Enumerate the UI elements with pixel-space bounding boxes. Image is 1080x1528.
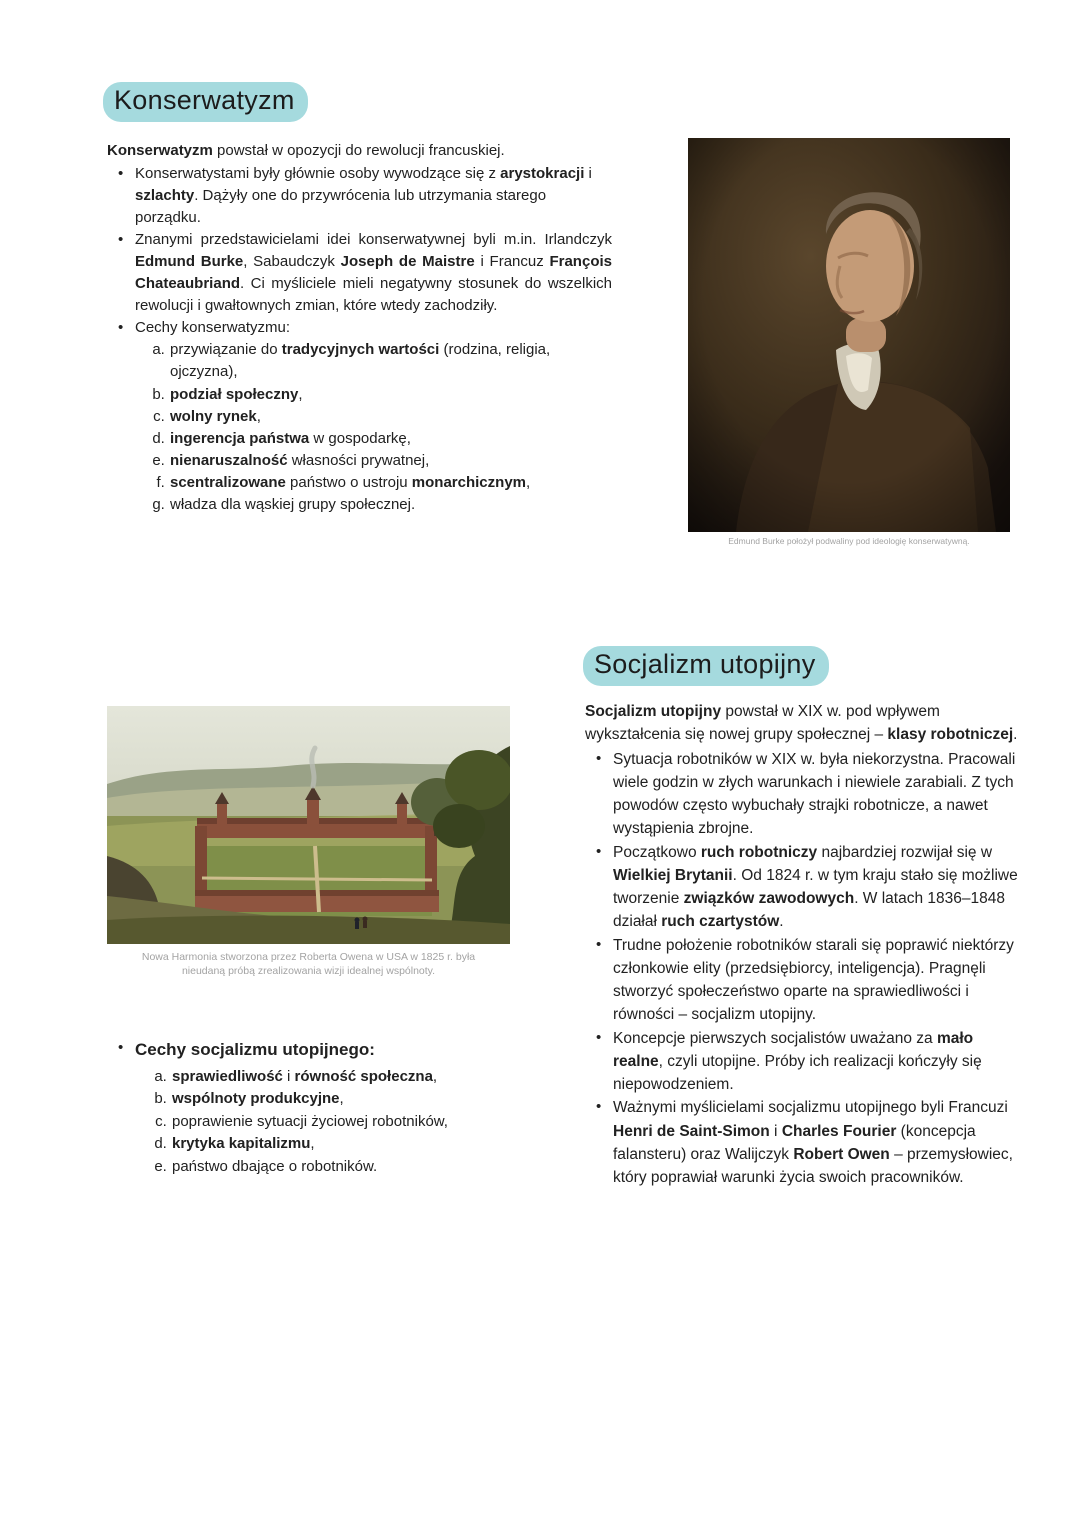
heading-highlight-konserwatyzm: Konserwatyzm bbox=[103, 82, 308, 122]
bullet-text: Cechy socjalizmu utopijnego: bbox=[135, 1040, 375, 1059]
sublist-item: g. władza dla wąskiej grupy społecznej. bbox=[169, 494, 612, 516]
socjalizm-intro: Socjalizm utopijny powstał w XIX w. pod wpływem wykształcenia się nowej grupy społecznej – klasy robotniczej. bbox=[585, 703, 1018, 744]
section-konserwatyzm-heading bbox=[103, 82, 308, 122]
edmund-burke-portrait-image bbox=[688, 138, 1010, 532]
bullet-text: Koncepcje pierwszych socjalistów uważano za mało realne, czyli utopijne. Próby ich realizacji kończyły się niepowodzeniem. bbox=[613, 1029, 982, 1093]
bullet-item bbox=[107, 163, 612, 229]
bullet-item bbox=[585, 841, 1022, 934]
bullet-text: Trudne położenie robotników starali się poprawić niektórzy członkowie elity (przedsiębiorcy, inteligencja). Pragnęli stworzyć społeczeństwo oparte na sprawiedliwości i równości – socjalizm utopijny. bbox=[613, 936, 1014, 1024]
lettered-sublist bbox=[169, 339, 612, 515]
new-harmony-caption: Nowa Harmonia stworzona przez Roberta Owena w USA w 1825 r. była nieudaną próbą zrealizowania wizji idealnej wspólnoty. bbox=[141, 951, 476, 978]
cechy-list bbox=[107, 1037, 577, 1178]
edmund-burke-caption: Edmund Burke położył podwaliny pod ideologię konserwatywną. bbox=[728, 536, 970, 546]
konserwatyzm-bullets bbox=[107, 163, 612, 516]
sublist-item: d. krytyka kapitalizmu, bbox=[171, 1133, 577, 1156]
bullet-item bbox=[585, 748, 1022, 841]
cechy-socjalizmu-block bbox=[107, 1036, 577, 1178]
sublist-item: d. ingerencja państwa w gospodarkę, bbox=[169, 428, 612, 450]
sublist-item: f. scentralizowane państwo o ustroju monarchicznym, bbox=[169, 472, 612, 494]
sublist-item: a. przywiązanie do tradycyjnych wartości (rodzina, religia, ojczyzna), bbox=[169, 339, 612, 383]
section-socjalizm-heading bbox=[583, 646, 829, 686]
sublist-item: e. nienaruszalność własności prywatnej, bbox=[169, 450, 612, 472]
socjalizm-bullets bbox=[585, 748, 1022, 1190]
bullet-item bbox=[107, 317, 612, 515]
bullet-text: Konserwatystami były głównie osoby wywodzące się z arystokracji i szlachty. Dążyły one do przywrócenia lub utrzymania starego porządku. bbox=[135, 165, 592, 227]
bullet-text: Cechy konserwatyzmu: bbox=[135, 319, 291, 337]
sublist-item: a. sprawiedliwość i równość społeczna, bbox=[171, 1066, 577, 1089]
edmund-burke-figure bbox=[688, 138, 1010, 547]
bullet-item bbox=[107, 1037, 577, 1178]
new-harmony-figure bbox=[107, 706, 510, 978]
sublist-item: b. wspólnoty produkcyjne, bbox=[171, 1088, 577, 1111]
konserwatyzm-text-column bbox=[107, 140, 612, 516]
bullet-text: Początkowo ruch robotniczy najbardziej rozwijał się w Wielkiej Brytanii. Od 1824 r. w tym kraju stało się możliwe tworzenie związków zawodowych. W latach 1836–1848 działał ruch czartystów. bbox=[613, 843, 1018, 931]
lettered-sublist bbox=[171, 1066, 577, 1179]
sublist-item: b. podział społeczny, bbox=[169, 384, 612, 406]
bullet-text: Sytuacja robotników w XIX w. była niekorzystna. Pracowali wiele godzin w złych warunkach i niewiele zarabiali. Z tych powodów często wybuchały strajki robotnicze, a nawet wystąpienia zbrojne. bbox=[613, 750, 1016, 838]
heading-highlight-socjalizm: Socjalizm utopijny bbox=[583, 646, 829, 686]
sublist-item: c. wolny rynek, bbox=[169, 406, 612, 428]
bullet-item bbox=[107, 229, 612, 317]
sublist-item: c. poprawienie sytuacji życiowej robotników, bbox=[171, 1111, 577, 1134]
socjalizm-text-column bbox=[585, 700, 1022, 1189]
bullet-item bbox=[585, 934, 1022, 1027]
bullet-text: Znanymi przedstawicielami idei konserwatywnej byli m.in. Irlandczyk Edmund Burke, Sabaudczyk Joseph de Maistre i Francuz François Chateaubriand. Ci myśliciele mieli negatywny stosunek do wszelkich rewolucji i gwałtownych zmian, które wtedy zachodziły. bbox=[135, 231, 612, 315]
new-harmony-painting-image bbox=[107, 706, 510, 944]
konserwatyzm-intro: Konserwatyzm powstał w opozycji do rewolucji francuskiej. bbox=[107, 142, 505, 159]
sublist-item: e. państwo dbające o robotników. bbox=[171, 1156, 577, 1179]
bullet-item bbox=[585, 1027, 1022, 1097]
bullet-item bbox=[585, 1096, 1022, 1189]
bullet-text: Ważnymi myślicielami socjalizmu utopijnego byli Francuzi Henri de Saint-Simon i Charles Fourier (koncepcja falansteru) oraz Walijczyk Robert Owen – przemysłowiec, który poprawiał warunki życia swoich pracowników. bbox=[613, 1099, 1013, 1186]
